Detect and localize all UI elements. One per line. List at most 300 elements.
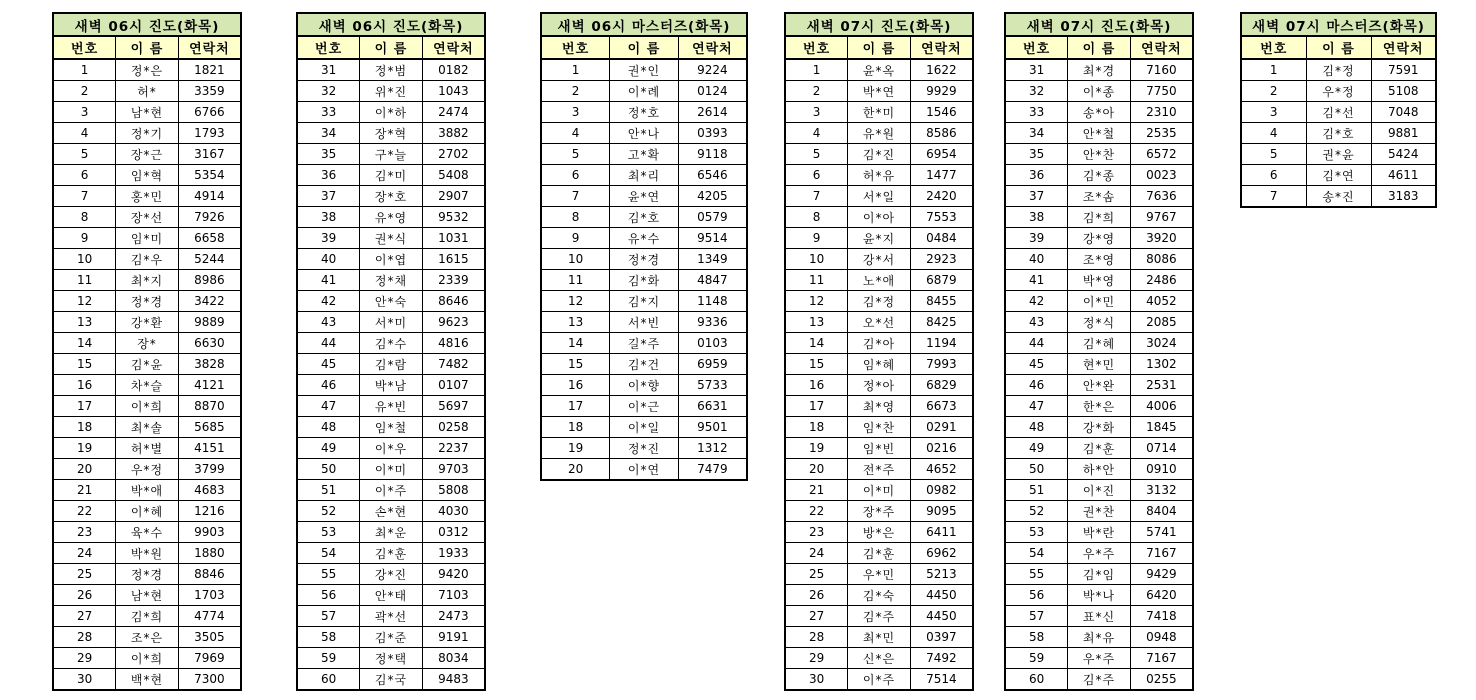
row-number-cell[interactable]: 7: [541, 186, 610, 207]
contact-cell[interactable]: 7591: [1371, 59, 1436, 81]
contact-cell[interactable]: 4006: [1130, 396, 1193, 417]
contact-cell[interactable]: 7048: [1371, 102, 1436, 123]
table-title[interactable]: 새벽 07시 마스터즈(화목): [1241, 13, 1436, 36]
name-cell[interactable]: 이*미: [360, 459, 423, 480]
name-cell[interactable]: 최*경: [1068, 59, 1131, 81]
name-cell[interactable]: 이*근: [610, 396, 679, 417]
contact-cell[interactable]: 3359: [178, 81, 241, 102]
name-cell[interactable]: 김*훈: [360, 543, 423, 564]
table-title[interactable]: 새벽 06시 진도(화목): [297, 13, 485, 36]
column-header-number[interactable]: 번호: [785, 36, 848, 59]
column-header-contact[interactable]: 연락처: [1371, 36, 1436, 59]
name-cell[interactable]: 권*윤: [1306, 144, 1371, 165]
contact-cell[interactable]: 1031: [422, 228, 485, 249]
name-cell[interactable]: 김*호: [610, 207, 679, 228]
contact-cell[interactable]: 7103: [422, 585, 485, 606]
contact-cell[interactable]: 5697: [422, 396, 485, 417]
row-number-cell[interactable]: 16: [541, 375, 610, 396]
row-number-cell[interactable]: 13: [541, 312, 610, 333]
name-cell[interactable]: 임*찬: [848, 417, 911, 438]
name-cell[interactable]: 우*민: [848, 564, 911, 585]
row-number-cell[interactable]: 25: [785, 564, 848, 585]
row-number-cell[interactable]: 8: [53, 207, 116, 228]
name-cell[interactable]: 유*수: [610, 228, 679, 249]
name-cell[interactable]: 김*주: [848, 606, 911, 627]
row-number-cell[interactable]: 40: [1005, 249, 1068, 270]
name-cell[interactable]: 임*철: [360, 417, 423, 438]
name-cell[interactable]: 최*영: [848, 396, 911, 417]
name-cell[interactable]: 우*주: [1068, 543, 1131, 564]
contact-cell[interactable]: 0107: [422, 375, 485, 396]
contact-cell[interactable]: 9889: [178, 312, 241, 333]
contact-cell[interactable]: 9767: [1130, 207, 1193, 228]
contact-cell[interactable]: 9429: [1130, 564, 1193, 585]
contact-cell[interactable]: 2473: [422, 606, 485, 627]
row-number-cell[interactable]: 57: [297, 606, 360, 627]
row-number-cell[interactable]: 39: [297, 228, 360, 249]
contact-cell[interactable]: 5685: [178, 417, 241, 438]
row-number-cell[interactable]: 14: [53, 333, 116, 354]
contact-cell[interactable]: 4816: [422, 333, 485, 354]
row-number-cell[interactable]: 57: [1005, 606, 1068, 627]
column-header-name[interactable]: 이 름: [116, 36, 179, 59]
name-cell[interactable]: 한*미: [848, 102, 911, 123]
row-number-cell[interactable]: 59: [1005, 648, 1068, 669]
contact-cell[interactable]: 9224: [678, 59, 747, 81]
name-cell[interactable]: 장*근: [116, 144, 179, 165]
row-number-cell[interactable]: 17: [53, 396, 116, 417]
name-cell[interactable]: 김*정: [848, 291, 911, 312]
contact-cell[interactable]: 8846: [178, 564, 241, 585]
column-header-contact[interactable]: 연락처: [910, 36, 973, 59]
row-number-cell[interactable]: 16: [53, 375, 116, 396]
contact-cell[interactable]: 7167: [1130, 543, 1193, 564]
contact-cell[interactable]: 6829: [910, 375, 973, 396]
row-number-cell[interactable]: 31: [1005, 59, 1068, 81]
row-number-cell[interactable]: 23: [785, 522, 848, 543]
name-cell[interactable]: 안*철: [1068, 123, 1131, 144]
contact-cell[interactable]: 3422: [178, 291, 241, 312]
row-number-cell[interactable]: 46: [297, 375, 360, 396]
contact-cell[interactable]: 3024: [1130, 333, 1193, 354]
name-cell[interactable]: 정*식: [1068, 312, 1131, 333]
row-number-cell[interactable]: 47: [1005, 396, 1068, 417]
row-number-cell[interactable]: 5: [53, 144, 116, 165]
name-cell[interactable]: 이*희: [116, 648, 179, 669]
row-number-cell[interactable]: 16: [785, 375, 848, 396]
contact-cell[interactable]: 0312: [422, 522, 485, 543]
contact-cell[interactable]: 7482: [422, 354, 485, 375]
name-cell[interactable]: 최*지: [116, 270, 179, 291]
name-cell[interactable]: 서*미: [360, 312, 423, 333]
name-cell[interactable]: 장*호: [360, 186, 423, 207]
contact-cell[interactable]: 0484: [910, 228, 973, 249]
name-cell[interactable]: 권*식: [360, 228, 423, 249]
row-number-cell[interactable]: 56: [297, 585, 360, 606]
row-number-cell[interactable]: 14: [541, 333, 610, 354]
row-number-cell[interactable]: 15: [53, 354, 116, 375]
row-number-cell[interactable]: 35: [1005, 144, 1068, 165]
row-number-cell[interactable]: 20: [785, 459, 848, 480]
contact-cell[interactable]: 0258: [422, 417, 485, 438]
table-title[interactable]: 새벽 06시 마스터즈(화목): [541, 13, 747, 36]
name-cell[interactable]: 강*영: [1068, 228, 1131, 249]
contact-cell[interactable]: 1148: [678, 291, 747, 312]
name-cell[interactable]: 안*태: [360, 585, 423, 606]
row-number-cell[interactable]: 48: [1005, 417, 1068, 438]
name-cell[interactable]: 김*우: [116, 249, 179, 270]
name-cell[interactable]: 이*주: [360, 480, 423, 501]
contact-cell[interactable]: 2907: [422, 186, 485, 207]
contact-cell[interactable]: 5108: [1371, 81, 1436, 102]
row-number-cell[interactable]: 1: [541, 59, 610, 81]
contact-cell[interactable]: 5244: [178, 249, 241, 270]
name-cell[interactable]: 김*희: [1068, 207, 1131, 228]
contact-cell[interactable]: 3882: [422, 123, 485, 144]
contact-cell[interactable]: 1302: [1130, 354, 1193, 375]
row-number-cell[interactable]: 2: [541, 81, 610, 102]
row-number-cell[interactable]: 55: [1005, 564, 1068, 585]
name-cell[interactable]: 이*엽: [360, 249, 423, 270]
name-cell[interactable]: 안*숙: [360, 291, 423, 312]
name-cell[interactable]: 장*: [116, 333, 179, 354]
contact-cell[interactable]: 4847: [678, 270, 747, 291]
name-cell[interactable]: 정*경: [116, 291, 179, 312]
name-cell[interactable]: 남*현: [116, 102, 179, 123]
contact-cell[interactable]: 1845: [1130, 417, 1193, 438]
name-cell[interactable]: 정*아: [848, 375, 911, 396]
contact-cell[interactable]: 6546: [678, 165, 747, 186]
name-cell[interactable]: 이*아: [848, 207, 911, 228]
column-header-name[interactable]: 이 름: [848, 36, 911, 59]
contact-cell[interactable]: 0397: [910, 627, 973, 648]
name-cell[interactable]: 장*혁: [360, 123, 423, 144]
row-number-cell[interactable]: 11: [541, 270, 610, 291]
row-number-cell[interactable]: 41: [1005, 270, 1068, 291]
name-cell[interactable]: 장*주: [848, 501, 911, 522]
row-number-cell[interactable]: 18: [785, 417, 848, 438]
row-number-cell[interactable]: 4: [541, 123, 610, 144]
row-number-cell[interactable]: 19: [541, 438, 610, 459]
name-cell[interactable]: 정*경: [116, 564, 179, 585]
name-cell[interactable]: 이*진: [1068, 480, 1131, 501]
contact-cell[interactable]: 9623: [422, 312, 485, 333]
row-number-cell[interactable]: 43: [1005, 312, 1068, 333]
row-number-cell[interactable]: 42: [1005, 291, 1068, 312]
row-number-cell[interactable]: 29: [53, 648, 116, 669]
contact-cell[interactable]: 0182: [422, 59, 485, 81]
column-header-name[interactable]: 이 름: [360, 36, 423, 59]
name-cell[interactable]: 김*람: [360, 354, 423, 375]
contact-cell[interactable]: 2085: [1130, 312, 1193, 333]
name-cell[interactable]: 송*진: [1306, 186, 1371, 208]
contact-cell[interactable]: 6766: [178, 102, 241, 123]
row-number-cell[interactable]: 1: [785, 59, 848, 81]
row-number-cell[interactable]: 43: [297, 312, 360, 333]
contact-cell[interactable]: 8425: [910, 312, 973, 333]
contact-cell[interactable]: 1546: [910, 102, 973, 123]
name-cell[interactable]: 이*종: [1068, 81, 1131, 102]
row-number-cell[interactable]: 17: [541, 396, 610, 417]
row-number-cell[interactable]: 29: [785, 648, 848, 669]
name-cell[interactable]: 김*아: [848, 333, 911, 354]
contact-cell[interactable]: 5741: [1130, 522, 1193, 543]
name-cell[interactable]: 유*빈: [360, 396, 423, 417]
row-number-cell[interactable]: 10: [53, 249, 116, 270]
name-cell[interactable]: 박*남: [360, 375, 423, 396]
name-cell[interactable]: 조*솜: [1068, 186, 1131, 207]
contact-cell[interactable]: 1312: [678, 438, 747, 459]
column-header-contact[interactable]: 연락처: [178, 36, 241, 59]
row-number-cell[interactable]: 52: [1005, 501, 1068, 522]
contact-cell[interactable]: 4121: [178, 375, 241, 396]
contact-cell[interactable]: 6630: [178, 333, 241, 354]
row-number-cell[interactable]: 38: [1005, 207, 1068, 228]
name-cell[interactable]: 위*진: [360, 81, 423, 102]
row-number-cell[interactable]: 4: [1241, 123, 1306, 144]
name-cell[interactable]: 김*희: [116, 606, 179, 627]
contact-cell[interactable]: 4151: [178, 438, 241, 459]
name-cell[interactable]: 김*국: [360, 669, 423, 691]
contact-cell[interactable]: 8586: [910, 123, 973, 144]
contact-cell[interactable]: 2237: [422, 438, 485, 459]
name-cell[interactable]: 권*찬: [1068, 501, 1131, 522]
name-cell[interactable]: 손*현: [360, 501, 423, 522]
contact-cell[interactable]: 1216: [178, 501, 241, 522]
row-number-cell[interactable]: 44: [1005, 333, 1068, 354]
row-number-cell[interactable]: 5: [1241, 144, 1306, 165]
contact-cell[interactable]: 1880: [178, 543, 241, 564]
name-cell[interactable]: 이*하: [360, 102, 423, 123]
name-cell[interactable]: 정*호: [610, 102, 679, 123]
name-cell[interactable]: 곽*선: [360, 606, 423, 627]
name-cell[interactable]: 정*진: [610, 438, 679, 459]
row-number-cell[interactable]: 13: [785, 312, 848, 333]
row-number-cell[interactable]: 37: [1005, 186, 1068, 207]
contact-cell[interactable]: 7750: [1130, 81, 1193, 102]
row-number-cell[interactable]: 28: [53, 627, 116, 648]
row-number-cell[interactable]: 17: [785, 396, 848, 417]
table-title[interactable]: 새벽 07시 진도(화목): [1005, 13, 1193, 36]
name-cell[interactable]: 김*미: [360, 165, 423, 186]
row-number-cell[interactable]: 32: [297, 81, 360, 102]
name-cell[interactable]: 김*준: [360, 627, 423, 648]
name-cell[interactable]: 우*정: [116, 459, 179, 480]
contact-cell[interactable]: 9903: [178, 522, 241, 543]
contact-cell[interactable]: 7479: [678, 459, 747, 481]
contact-cell[interactable]: 2531: [1130, 375, 1193, 396]
contact-cell[interactable]: 9336: [678, 312, 747, 333]
contact-cell[interactable]: 3920: [1130, 228, 1193, 249]
row-number-cell[interactable]: 33: [1005, 102, 1068, 123]
contact-cell[interactable]: 9703: [422, 459, 485, 480]
row-number-cell[interactable]: 2: [1241, 81, 1306, 102]
name-cell[interactable]: 이*우: [360, 438, 423, 459]
name-cell[interactable]: 백*현: [116, 669, 179, 691]
contact-cell[interactable]: 5354: [178, 165, 241, 186]
name-cell[interactable]: 김*훈: [848, 543, 911, 564]
name-cell[interactable]: 구*늘: [360, 144, 423, 165]
contact-cell[interactable]: 6411: [910, 522, 973, 543]
contact-cell[interactable]: 1793: [178, 123, 241, 144]
contact-cell[interactable]: 4652: [910, 459, 973, 480]
contact-cell[interactable]: 9501: [678, 417, 747, 438]
row-number-cell[interactable]: 52: [297, 501, 360, 522]
row-number-cell[interactable]: 50: [1005, 459, 1068, 480]
name-cell[interactable]: 이*향: [610, 375, 679, 396]
name-cell[interactable]: 이*혜: [116, 501, 179, 522]
name-cell[interactable]: 장*선: [116, 207, 179, 228]
contact-cell[interactable]: 2702: [422, 144, 485, 165]
name-cell[interactable]: 김*지: [610, 291, 679, 312]
contact-cell[interactable]: 9118: [678, 144, 747, 165]
column-header-name[interactable]: 이 름: [1306, 36, 1371, 59]
row-number-cell[interactable]: 19: [785, 438, 848, 459]
name-cell[interactable]: 최*운: [360, 522, 423, 543]
contact-cell[interactable]: 7636: [1130, 186, 1193, 207]
row-number-cell[interactable]: 18: [53, 417, 116, 438]
contact-cell[interactable]: 0255: [1130, 669, 1193, 691]
row-number-cell[interactable]: 8: [541, 207, 610, 228]
contact-cell[interactable]: 2614: [678, 102, 747, 123]
name-cell[interactable]: 권*인: [610, 59, 679, 81]
row-number-cell[interactable]: 53: [1005, 522, 1068, 543]
name-cell[interactable]: 우*정: [1306, 81, 1371, 102]
row-number-cell[interactable]: 30: [53, 669, 116, 691]
contact-cell[interactable]: 0103: [678, 333, 747, 354]
row-number-cell[interactable]: 33: [297, 102, 360, 123]
name-cell[interactable]: 우*주: [1068, 648, 1131, 669]
contact-cell[interactable]: 8455: [910, 291, 973, 312]
row-number-cell[interactable]: 46: [1005, 375, 1068, 396]
contact-cell[interactable]: 8870: [178, 396, 241, 417]
name-cell[interactable]: 한*은: [1068, 396, 1131, 417]
contact-cell[interactable]: 9514: [678, 228, 747, 249]
name-cell[interactable]: 김*수: [360, 333, 423, 354]
row-number-cell[interactable]: 15: [785, 354, 848, 375]
row-number-cell[interactable]: 30: [785, 669, 848, 691]
row-number-cell[interactable]: 54: [1005, 543, 1068, 564]
contact-cell[interactable]: 8986: [178, 270, 241, 291]
row-number-cell[interactable]: 1: [1241, 59, 1306, 81]
contact-cell[interactable]: 6959: [678, 354, 747, 375]
row-number-cell[interactable]: 55: [297, 564, 360, 585]
name-cell[interactable]: 차*슬: [116, 375, 179, 396]
row-number-cell[interactable]: 22: [53, 501, 116, 522]
contact-cell[interactable]: 8646: [422, 291, 485, 312]
name-cell[interactable]: 송*아: [1068, 102, 1131, 123]
row-number-cell[interactable]: 48: [297, 417, 360, 438]
contact-cell[interactable]: 6954: [910, 144, 973, 165]
name-cell[interactable]: 김*주: [1068, 669, 1131, 691]
name-cell[interactable]: 유*원: [848, 123, 911, 144]
row-number-cell[interactable]: 12: [53, 291, 116, 312]
column-header-name[interactable]: 이 름: [610, 36, 679, 59]
name-cell[interactable]: 박*란: [1068, 522, 1131, 543]
name-cell[interactable]: 허*: [116, 81, 179, 102]
contact-cell[interactable]: 9532: [422, 207, 485, 228]
contact-cell[interactable]: 1043: [422, 81, 485, 102]
name-cell[interactable]: 이*미: [848, 480, 911, 501]
row-number-cell[interactable]: 10: [541, 249, 610, 270]
column-header-contact[interactable]: 연락처: [678, 36, 747, 59]
row-number-cell[interactable]: 3: [53, 102, 116, 123]
name-cell[interactable]: 조*은: [116, 627, 179, 648]
name-cell[interactable]: 박*영: [1068, 270, 1131, 291]
contact-cell[interactable]: 4611: [1371, 165, 1436, 186]
name-cell[interactable]: 임*미: [116, 228, 179, 249]
row-number-cell[interactable]: 18: [541, 417, 610, 438]
name-cell[interactable]: 홍*민: [116, 186, 179, 207]
row-number-cell[interactable]: 7: [1241, 186, 1306, 208]
contact-cell[interactable]: 7492: [910, 648, 973, 669]
contact-cell[interactable]: 4052: [1130, 291, 1193, 312]
contact-cell[interactable]: 6879: [910, 270, 973, 291]
column-header-number[interactable]: 번호: [297, 36, 360, 59]
name-cell[interactable]: 안*찬: [1068, 144, 1131, 165]
row-number-cell[interactable]: 3: [1241, 102, 1306, 123]
contact-cell[interactable]: 4450: [910, 585, 973, 606]
row-number-cell[interactable]: 51: [297, 480, 360, 501]
name-cell[interactable]: 안*나: [610, 123, 679, 144]
column-header-number[interactable]: 번호: [53, 36, 116, 59]
contact-cell[interactable]: 2474: [422, 102, 485, 123]
contact-cell[interactable]: 8404: [1130, 501, 1193, 522]
contact-cell[interactable]: 6962: [910, 543, 973, 564]
row-number-cell[interactable]: 20: [53, 459, 116, 480]
contact-cell[interactable]: 0023: [1130, 165, 1193, 186]
name-cell[interactable]: 신*은: [848, 648, 911, 669]
contact-cell[interactable]: 6673: [910, 396, 973, 417]
row-number-cell[interactable]: 32: [1005, 81, 1068, 102]
contact-cell[interactable]: 4030: [422, 501, 485, 522]
name-cell[interactable]: 정*기: [116, 123, 179, 144]
row-number-cell[interactable]: 58: [1005, 627, 1068, 648]
name-cell[interactable]: 박*원: [116, 543, 179, 564]
name-cell[interactable]: 김*종: [1068, 165, 1131, 186]
contact-cell[interactable]: 9929: [910, 81, 973, 102]
row-number-cell[interactable]: 13: [53, 312, 116, 333]
contact-cell[interactable]: 1933: [422, 543, 485, 564]
name-cell[interactable]: 조*영: [1068, 249, 1131, 270]
name-cell[interactable]: 박*애: [116, 480, 179, 501]
row-number-cell[interactable]: 11: [785, 270, 848, 291]
row-number-cell[interactable]: 49: [1005, 438, 1068, 459]
row-number-cell[interactable]: 44: [297, 333, 360, 354]
row-number-cell[interactable]: 53: [297, 522, 360, 543]
contact-cell[interactable]: 2486: [1130, 270, 1193, 291]
row-number-cell[interactable]: 35: [297, 144, 360, 165]
row-number-cell[interactable]: 27: [785, 606, 848, 627]
name-cell[interactable]: 현*민: [1068, 354, 1131, 375]
row-number-cell[interactable]: 22: [785, 501, 848, 522]
name-cell[interactable]: 강*환: [116, 312, 179, 333]
row-number-cell[interactable]: 54: [297, 543, 360, 564]
name-cell[interactable]: 김*선: [1306, 102, 1371, 123]
contact-cell[interactable]: 3132: [1130, 480, 1193, 501]
contact-cell[interactable]: 3799: [178, 459, 241, 480]
contact-cell[interactable]: 7160: [1130, 59, 1193, 81]
contact-cell[interactable]: 2310: [1130, 102, 1193, 123]
contact-cell[interactable]: 1703: [178, 585, 241, 606]
row-number-cell[interactable]: 39: [1005, 228, 1068, 249]
row-number-cell[interactable]: 40: [297, 249, 360, 270]
name-cell[interactable]: 허*유: [848, 165, 911, 186]
name-cell[interactable]: 고*확: [610, 144, 679, 165]
table-title[interactable]: 새벽 06시 진도(화목): [53, 13, 241, 36]
contact-cell[interactable]: 8086: [1130, 249, 1193, 270]
contact-cell[interactable]: 4205: [678, 186, 747, 207]
